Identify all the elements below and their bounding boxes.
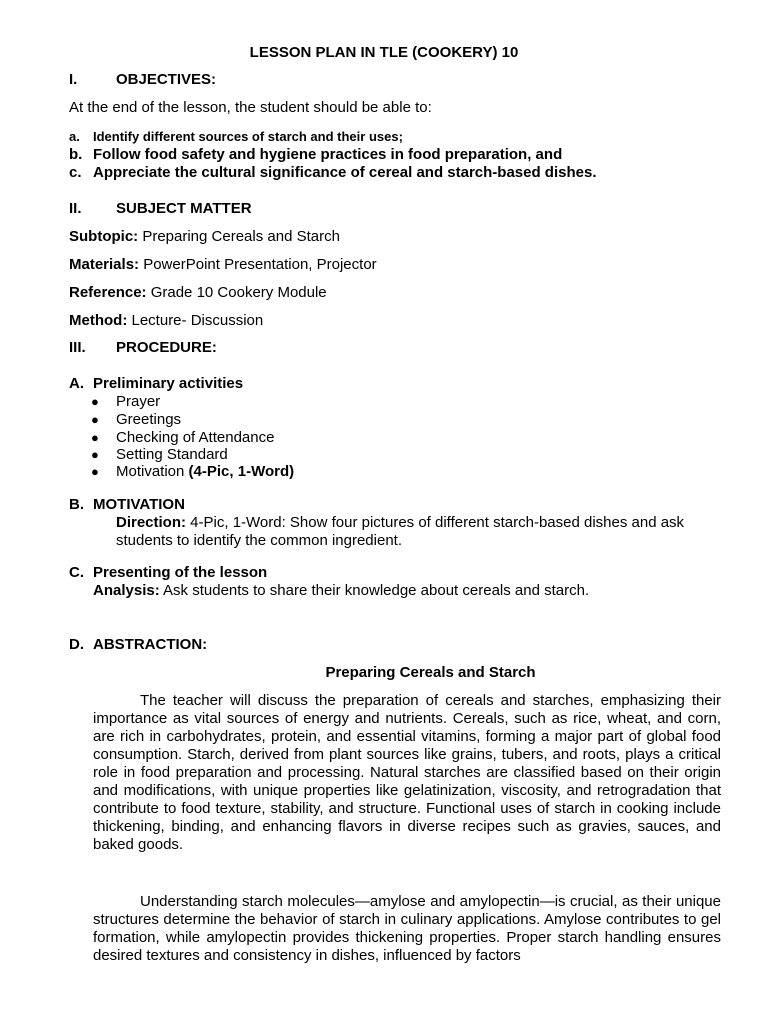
- procedure-heading-presenting: Presenting of the lesson: [93, 564, 268, 581]
- abstraction-subtitle: Preparing Cereals and Starch: [325, 664, 536, 681]
- motivation-direction: [116, 514, 721, 550]
- field-label: Method:: [69, 312, 128, 329]
- bullet-icon: ●: [91, 412, 99, 427]
- section-heading-procedure: PROCEDURE:: [116, 339, 217, 356]
- section-number-procedure: III.: [69, 339, 86, 356]
- objective-letter: c.: [69, 164, 82, 181]
- paragraph-text: The teacher will discuss the preparation of cereals and starches, emphasizing their importance as vital sources of energy and nutrients. Cereals, such as rice, wheat, and corn, are rich in carbohydrates, protein, and essential vitamins, forming a major part of global food consumption. Starch, derived from plant sources like grains, tubers, and roots, plays a critical role in food preparation and processing. Natural starches are classified based on their origin and modifications, with unique properties like gelatinization, viscosity, and retrogradation that contribute to food texture, stability, and structure. Functional uses of starch in cooking include thickening, binding, and enhancing flavors in diverse recipes such as gravies, sauces, and baked goods.: [93, 692, 721, 853]
- section-heading-objectives: OBJECTIVES:: [116, 71, 217, 88]
- procedure-letter-d: D.: [69, 636, 84, 653]
- bullet-item: Greetings: [116, 411, 182, 428]
- objective-letter: b.: [69, 146, 83, 163]
- subject-field-subtopic: [69, 228, 340, 246]
- subject-field-method: [69, 312, 263, 330]
- field-label: Subtopic:: [69, 228, 139, 245]
- procedure-letter-c: C.: [69, 564, 84, 581]
- document-title: LESSON PLAN IN TLE (COOKERY) 10: [249, 44, 519, 61]
- field-value: Preparing Cereals and Starch: [138, 228, 340, 245]
- field-label: Materials:: [69, 256, 140, 273]
- bullet-item: Checking of Attendance: [116, 429, 275, 446]
- paragraph-text: Understanding starch molecules—amylose and amylopectin—is crucial, as their unique structures determine the behavior of starch in culinary applications. Amylose contributes to gel formation, while amylopectin provides thickening properties. Proper starch handling ensures desired textures and consistency in dishes, influenced by factors: [93, 893, 721, 964]
- direction-text: 4-Pic, 1-Word: Show four pictures of different starch-based dishes and ask students to identify the common ingredient.: [116, 514, 685, 549]
- section-heading-subject-matter: SUBJECT MATTER: [116, 200, 252, 217]
- procedure-heading-preliminary: Preliminary activities: [93, 375, 244, 392]
- procedure-heading-abstraction: ABSTRACTION:: [93, 636, 208, 653]
- field-value: Grade 10 Cookery Module: [146, 284, 327, 301]
- field-value: PowerPoint Presentation, Projector: [139, 256, 377, 273]
- objective-letter: a.: [69, 129, 80, 144]
- section-number-objectives: I.: [69, 71, 78, 88]
- subject-field-materials: [69, 256, 377, 274]
- objectives-intro: At the end of the lesson, the student should be able to:: [69, 99, 432, 116]
- bullet-icon: ●: [91, 430, 99, 445]
- subject-field-reference: [69, 284, 327, 302]
- objective-item: Identify different sources of starch and their uses;: [93, 129, 403, 144]
- procedure-letter-b: B.: [69, 496, 84, 513]
- bullet-icon: ●: [91, 464, 99, 479]
- abstraction-paragraph-1: [93, 692, 721, 854]
- section-number-subject-matter: II.: [69, 200, 82, 217]
- abstraction-paragraph-2: [93, 893, 721, 965]
- bullet-item: Setting Standard: [116, 446, 228, 463]
- bullet-icon: ●: [91, 447, 99, 462]
- bullet-item-text: Motivation: [116, 463, 189, 480]
- bullet-item-motivation: [116, 463, 294, 481]
- presenting-analysis: [93, 582, 589, 600]
- procedure-letter-a: A.: [69, 375, 84, 392]
- analysis-label: Analysis:: [93, 582, 160, 599]
- objective-item: Follow food safety and hygiene practices in food preparation, and: [93, 146, 563, 163]
- field-label: Reference:: [69, 284, 147, 301]
- bullet-icon: ●: [91, 394, 99, 409]
- field-value: Lecture- Discussion: [127, 312, 264, 329]
- direction-label: Direction:: [116, 514, 187, 531]
- analysis-text: Ask students to share their knowledge about cereals and starch.: [159, 582, 590, 599]
- bullet-item-bold: (4-Pic, 1-Word): [188, 463, 295, 480]
- objective-item: Appreciate the cultural significance of cereal and starch-based dishes.: [93, 164, 597, 181]
- bullet-item: Prayer: [116, 393, 161, 410]
- procedure-heading-motivation: MOTIVATION: [93, 496, 185, 513]
